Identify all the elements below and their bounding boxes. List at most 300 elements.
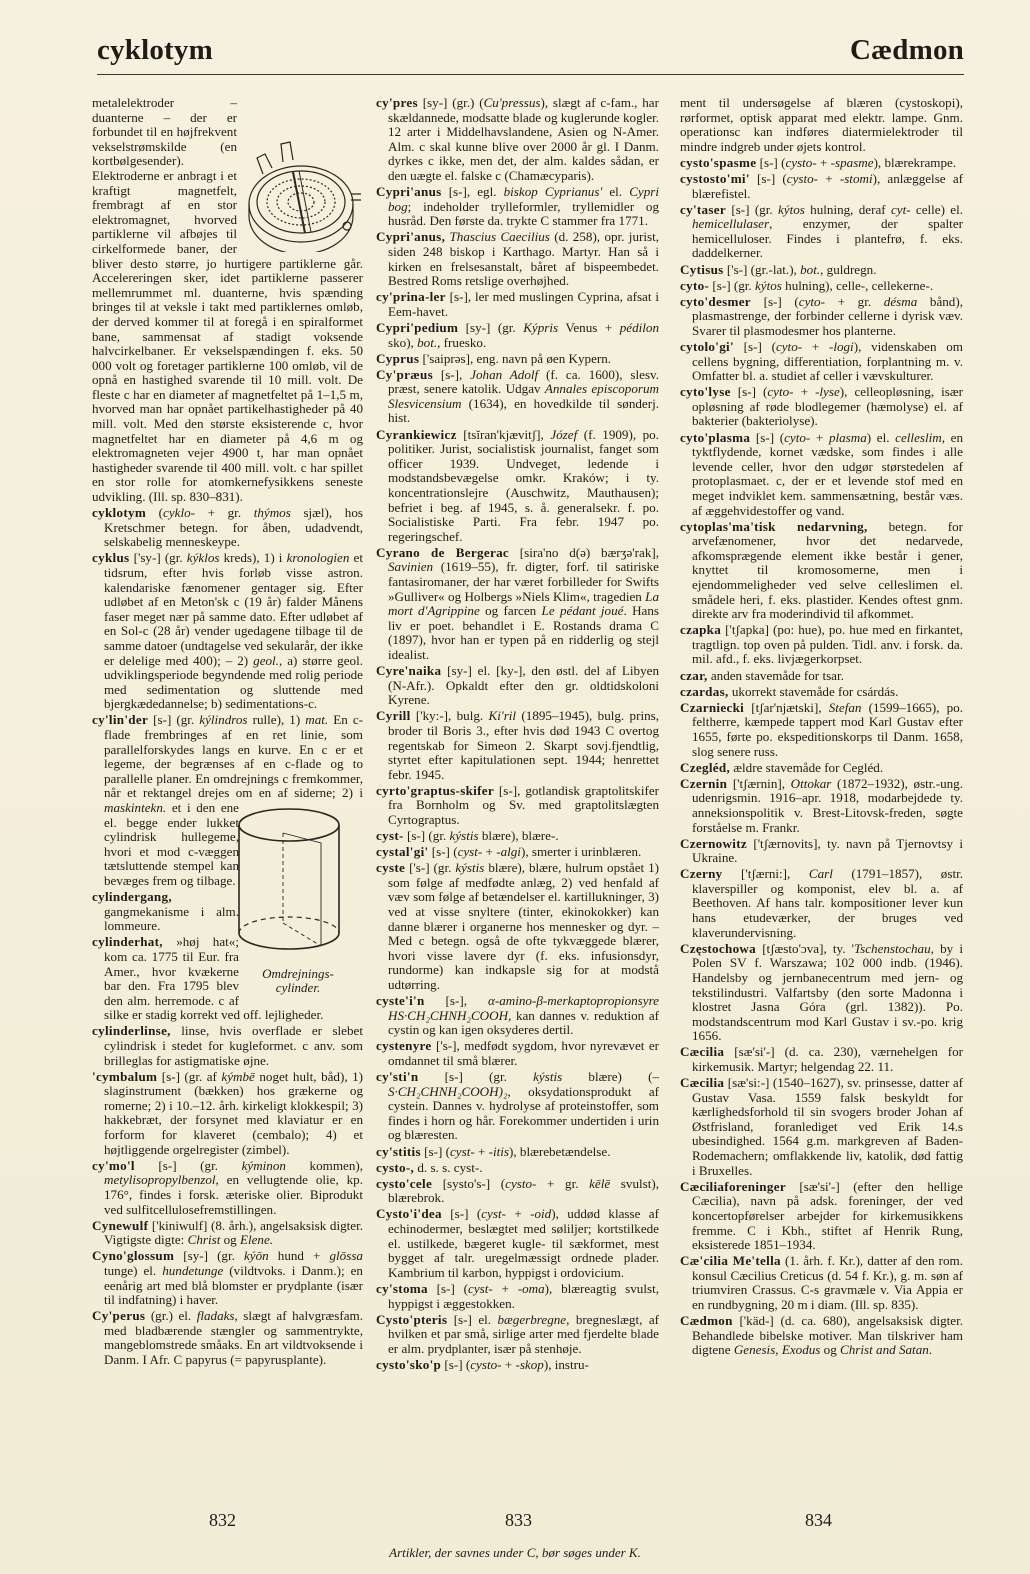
- headword: Cyre'naika: [376, 663, 442, 679]
- dictionary-entry: [680, 669, 963, 684]
- definition-text: +: [482, 844, 497, 860]
- definition-text: [s-], gotlandisk graptolitskifer fra Bornholm og Sv. med graptolitslægten Cyrtograptus.: [388, 782, 659, 827]
- definition-text: ['tʃapka] (po: hue), po. hue med en firkantet, tragtlign. top oven på pulden. Tidl. anv. i forsk. da. mil. afd., f. eks. livjægerkorpset.: [692, 622, 963, 667]
- definition-text: ), celleopløsning, især opløsning af røde blodlegemer (hæmolyse) el. af bakterier (bakteriolyse).: [692, 384, 963, 429]
- dictionary-entry: [376, 829, 659, 844]
- definition-text: ; indeholder trylleformler, tryllemidler og husråd. Den første da. trykte C stammer fra 1771.: [388, 198, 659, 229]
- dictionary-entry: [680, 685, 963, 700]
- dictionary-entry: [680, 837, 963, 866]
- italic-term: Christ: [187, 1232, 221, 1248]
- definition-text: , slægt af halvgræsfam. med bladbærende stængler og sammentrykte, mangeblomstrede småaks. En art vildtvoksende i Danm. I Afr. C papyrus (= papyrusplante).: [104, 1308, 363, 1367]
- italic-term: kýminon: [241, 1157, 286, 1173]
- definition-text: ['s-] (gr.-lat.),: [723, 261, 801, 277]
- dictionary-entry: [376, 784, 659, 828]
- definition-text: sko),: [388, 334, 418, 350]
- headword: cy'prina-ler: [376, 289, 446, 305]
- definition-text: kreds), 1) i: [219, 550, 287, 566]
- italic-term: Tschenstochau: [854, 940, 931, 956]
- definition-text: [s-] el.: [447, 1311, 498, 1327]
- definition-text: (1895–1945), bulg. prins, broder til Boris 3., efter hvis død 1943 C overtog regentskab for Simeon 2. Skarpt sovj.fjendtlig, styrtet efter kapitulationen sept. 1944; henrettet febr. 1945.: [388, 708, 659, 782]
- headword: cytolo'gi': [680, 339, 734, 354]
- cylinder-caption: Omdrejnings- cylinder.: [262, 965, 334, 995]
- definition-text: (1599–1665), po. feltherre, kæmpede tappert mod Karl Gustav efter 1655, førte po. ekspeditionskorps til Danm. 1658, slog senere russ.: [692, 699, 963, 759]
- definition-text: [sy-] el. [ky-], den østl. del af Libyen (N-Afr.). Opkaldt efter den gr. oldtidskoloni Kyrene.: [388, 663, 659, 708]
- dictionary-entry: [376, 352, 659, 367]
- definition-text: , guldregn.: [820, 261, 877, 277]
- definition-text: ), anlæggelse af blærefistel.: [692, 170, 963, 201]
- definition-text: [systo's-] (: [432, 1175, 506, 1191]
- headword: cy'pres: [376, 95, 418, 110]
- headword: Cæ'cilia Me'tella: [680, 1253, 781, 1269]
- italic-term: plasma: [828, 429, 867, 445]
- headword: cylindergang,: [92, 889, 172, 905]
- headword: Czernowitz: [680, 835, 747, 851]
- dictionary-entry: [680, 385, 963, 429]
- definition-text: et i den ene el. begge ender lukket cylindrisk hullegeme, hvori et mod c-væggen tætsluttende stempel kan bevæges frem og tilbage.: [104, 800, 239, 888]
- definition-text: ), blæreagtig svulst, hyppigst i æggestokken.: [388, 1280, 659, 1311]
- dictionary-entry: [680, 1254, 963, 1312]
- italic-term: Elene.: [239, 1232, 274, 1248]
- italic-term: -oma: [517, 1280, 545, 1296]
- definition-text: ['s-] (gr.: [405, 860, 456, 876]
- headword: cy'taser: [680, 201, 727, 217]
- definition-text: ['s-], medfødt sygdom, hvor nyrevævet er omdannet til små blærer.: [388, 1038, 659, 1068]
- definition-text: ) el.: [866, 429, 896, 445]
- definition-text: [s-] (: [750, 293, 799, 309]
- definition-text: hulning, deraf: [804, 201, 891, 217]
- cyclotron-drawing-icon: [243, 134, 363, 252]
- definition-text: [s-] (gr. af: [157, 1068, 222, 1084]
- page-number-1: 832: [209, 1510, 236, 1530]
- dictionary-entry: [680, 431, 963, 519]
- headword: Cædmon: [680, 1313, 733, 1329]
- definition-text: »høj hat«; kom ca. 1775 til Eur. fra Amer., hvor kvækerne bar den. Fra 1795 blev den alm. herremode. c af silke er stadig korrekt ved off. lejligheder.: [104, 934, 324, 1023]
- italic-term: Cypri bog: [388, 184, 660, 214]
- italic-term: thýmos: [253, 505, 291, 521]
- definition-text: + gr.: [195, 505, 254, 521]
- italic-term: celleslim: [895, 429, 942, 445]
- definition-text: [s-] (gr.: [709, 277, 755, 293]
- dictionary-entry: [680, 263, 963, 278]
- definition-text: blære), blære, hulrum opstået 1) som følge af medfødte anlæg, 2) ved henfald af væv som følge af betændelser el. kartillukninger, 3) ved at visse snyltere (tinter, ekinokokker) kan danne blærer i organerne hos mennesker og dyr. – Med c betegn. også de ofte tykvæggede blærer, hvori visse lavere dyr (f. eks. infusionsdyr, rundorme) kan indkapsle sig for at modstå udtørring.: [388, 860, 659, 993]
- definition-text: ukorrekt stavemåde for csárdás.: [728, 683, 899, 699]
- definition-text: ældre stavemåde for Cegléd.: [730, 759, 884, 775]
- italic-term: Johan Adolf: [470, 366, 539, 382]
- definition-text: ), blærekrampe.: [873, 154, 957, 170]
- definition-text: [s-] (: [441, 1356, 471, 1372]
- headword: cy'sti'n: [376, 1069, 419, 1085]
- italic-term: maskintekn.: [104, 800, 167, 815]
- headword: Cysto'pteris: [376, 1311, 448, 1327]
- definition-text: (1619–55), fr. digter, forf. til satiriske fantasiromaner, der har været forbilleder for Swifts »Gulliver« og Holbergs »Niels Klim«, tragedien: [388, 559, 659, 604]
- definition-text: , by i Polen SV f. Warszawa; 102 000 indb. (1946). Handelsby og jernbanecentrum med jern- og tekstilindustri. Valfartsby (den sorte Madonna i klostret Jasna Góra (grl. 1382)). Po. modstandscentrum mod Karl Gustav i sv.-po. krig 1656.: [692, 940, 963, 1044]
- definition-text: [sy-] (gr.: [458, 319, 524, 335]
- definition-text: ), smerter i urinblæren.: [520, 844, 642, 860]
- definition-text: [s-] (gr.: [148, 712, 200, 728]
- headword: Czerny: [680, 866, 723, 882]
- italic-term: hemicellulaser: [692, 216, 770, 232]
- headword: cy'stoma: [376, 1280, 428, 1296]
- definition-text: Venus +: [558, 319, 620, 335]
- definition-text: [s-] (: [730, 384, 768, 400]
- column-2: [376, 96, 659, 1374]
- headword: Czernin: [680, 775, 728, 791]
- dictionary-entry: [680, 942, 963, 1044]
- headword: Cypri'pedium: [376, 319, 459, 335]
- definition-text: kommen),: [285, 1157, 363, 1173]
- italic-term: Cu'pressus: [483, 95, 541, 110]
- definition-text: og: [220, 1232, 240, 1248]
- dictionary-entry: [680, 279, 963, 294]
- italic-term: -lyse: [815, 384, 840, 400]
- headword: 'cymbalum: [92, 1068, 158, 1084]
- definition-text: blære), blære-.: [478, 828, 559, 844]
- italic-term: Stefan: [828, 699, 862, 715]
- cylinder-illustration: [245, 803, 363, 995]
- headword: Cy'præus: [376, 366, 433, 382]
- definition-text: (1791–1857), østr. klaverspiller og komponist, elev bl. a. af Beethoven. Af hans talr. kompositioner lever kun hans etudeværker, der bruges ved klaverundervisning.: [692, 866, 963, 940]
- definition-text: , fruesko.: [437, 334, 487, 350]
- headword: cysto'spasme: [680, 154, 757, 170]
- headword: Cy'perus: [92, 1308, 146, 1324]
- definition-text: ['tʃærnovits], ty. navn på Tjernovtsy i Ukraine.: [692, 835, 963, 866]
- headword: Czarniecki: [680, 699, 745, 715]
- definition-text: celle) el.: [910, 201, 964, 217]
- italic-term: biskop Cyprianus': [503, 184, 603, 200]
- definition-text: bånd), plasmastrenge, der forbinder cellerne i dyrisk væv. Svarer til plasmodesmer hos planterne.: [692, 293, 963, 338]
- dictionary-entry: [376, 368, 659, 426]
- definition-text: blære) (: [562, 1069, 653, 1085]
- definition-text: , en vellugtende olie, kp. 176°, findes i forsk. æteriske olier. Biprodukt ved sulfitcellulosefremstillingen.: [104, 1172, 363, 1217]
- dictionary-entry: [680, 520, 963, 622]
- headword: Cyrankiewicz: [376, 426, 457, 442]
- definition-text: hund +: [268, 1248, 330, 1264]
- definition-text: [s-],: [432, 366, 471, 382]
- italic-term: cysto-: [786, 170, 819, 186]
- dictionary-entry: [680, 203, 963, 261]
- headword: Cytisus: [680, 261, 724, 277]
- definition-text: [tʃar'njætski],: [744, 699, 829, 715]
- page-number-3: 834: [805, 1510, 832, 1530]
- definition-text: betegn. for arvefænomener, hvor det nedarvede, afkomsprægende element ikke består i gener, knyttet til kromosomerne, men i ejendommeligheder ved selve celleslimen el. smådele heri, f. eks. plastider. Kendes oftest gnm. direkte arv fra moderindivid til afkommet.: [692, 518, 963, 622]
- definition-text: (: [146, 505, 164, 521]
- definition-text: (1. årh. f. Kr.), datter af den rom. konsul Cæcilius Creticus (d. 54 f. Kr.), g. m. søn af triumviren Crassus. C-s gravmæle v. Via Appia er en rundbygning, 20 m i diam. (Ill. sp. 835).: [692, 1253, 963, 1312]
- dictionary-entry: [680, 777, 963, 835]
- dictionary-entry: [376, 664, 659, 708]
- dictionary-entry: [680, 295, 963, 339]
- definition-text: [s-] (: [733, 339, 776, 354]
- definition-text: +: [501, 1356, 516, 1372]
- dictionary-entry: [680, 1314, 963, 1358]
- headword: cystenyre: [376, 1038, 432, 1054]
- dictionary-entry: [376, 1282, 659, 1311]
- italic-term: bot.: [417, 334, 438, 350]
- italic-term: -logi: [828, 339, 854, 354]
- italic-term: Ki'ril: [488, 708, 517, 724]
- definition-text: [s-] (: [428, 844, 458, 860]
- headword: cytoplas'ma'tisk nedarvning,: [680, 518, 868, 534]
- italic-term: kýtos: [754, 277, 782, 293]
- definition-text: [s-] (: [756, 154, 786, 170]
- dictionary-entry: [92, 551, 363, 712]
- definition-text: [sæ'si'-] (efter den hellige Cæcilia), navn på adsk. foreninger, der ved koncertopførelser arbejder for kirkemusikkens fremme. C i Kbh., stiftet af Henrik Rung, eksisterede 1851–1934.: [692, 1178, 963, 1253]
- headword: czapka: [680, 622, 722, 638]
- definition-text: ['saiprəs], eng. navn på øen Kypern.: [419, 350, 612, 366]
- headword: czar,: [680, 667, 708, 683]
- italic-term: kēlē: [589, 1175, 611, 1191]
- definition-text: + gr.: [536, 1175, 590, 1191]
- headword: Cyno'glossum: [92, 1248, 175, 1264]
- definition-text: og: [820, 1342, 841, 1358]
- column-3: [680, 96, 963, 1359]
- definition-text: , oksydationsprodukt af cystein. Dannes v. hydrolyse af proteinstoffer, som findes i horn og hår. Forekommer undertiden i urin og blæresten.: [388, 1083, 659, 1143]
- dictionary-entry: [680, 340, 963, 384]
- italic-term: Ottokar: [790, 775, 832, 791]
- definition-text: ['tʃærnin],: [727, 775, 791, 791]
- dictionary-entry: [376, 230, 659, 288]
- italic-term: mat.: [305, 712, 329, 728]
- definition-text: (d. 258), opr. jurist, siden 248 biskop i Karthago. Martyr. Han så i kirken en frelsesanstalt, båret af bispeembedet. Bestred Roms retslige overhøjhed.: [388, 229, 659, 289]
- italic-term: cysto-: [505, 1175, 537, 1191]
- definition-text: linse, hvis overflade er slebet cylindrisk i stedet for kugleformet. c anv. som brilleglas for astigmatiske øjne.: [104, 1023, 363, 1068]
- definition-text: ), videnskaben om cellens bygning, differentiation, forplantning m. v. Omfatter bl. a. studiet af celler i vævskulturer.: [692, 339, 963, 384]
- dictionary-entry: [376, 861, 659, 992]
- definition-text: [s-] (: [749, 170, 787, 186]
- italic-term: -algi: [496, 844, 521, 860]
- definition-text: el.: [602, 184, 630, 200]
- italic-term: bægerbregne: [497, 1311, 567, 1327]
- definition-text: sjæl), hos Kretschmer betegn. for åben, udadvendt, selskabelig menneskeype.: [104, 505, 363, 550]
- italic-term: Kýpris: [523, 319, 559, 335]
- headword: cyste: [376, 860, 406, 876]
- italic-term: kýtos: [777, 201, 805, 217]
- definition-text: [sæ'si:-] (1540–1627), sv. prinsesse, datter af Gustav Vasa. 1559 falsk beskyldt for kærlighedsforhold til sin svogers broder Johan af Østfrisland, foranlediget ved Erik 14.s ubesindighed. 1564 g.m. markgreven af Baden-Rodemachern; omflakkende liv, katolik, død fattig i Bruxelles.: [692, 1075, 963, 1178]
- definition-text: ), slægt af c-fam., har skældannede, modsatte blade og kuglerunde kogler. 12 arter i Middelhavslandene, Asien og N-Amer. Alm. c skal kunne blive over 2000 år gl. I Danm. dyrkes c ikke, men det, der alm. kaldes sådan, er den uægte el. falske c (Chamæcyparis).: [388, 95, 659, 183]
- definition-text: .: [928, 1342, 933, 1358]
- italic-term: cysto-: [470, 1356, 502, 1372]
- definition-text: tunge) el.: [104, 1262, 163, 1278]
- dictionary-entry: [680, 1180, 963, 1253]
- definition-text: [s-] (: [750, 429, 785, 445]
- italic-term: kýōn: [243, 1248, 269, 1264]
- definition-text: (vildtvoks. i Danm.); en eenårig art med blå blomster er prydplante (især til indfatning) i haver.: [104, 1262, 363, 1308]
- definition-text: et tidsrum, efter hvis forløb visse astron. kalendariske fænomener gentager sig. Efter udløbet af en Meton'sk c (19 år) falder Månens faser meget nær på samme dato. Efter udløbet af en Sol-c (28 år) vender ugedagene tilbage til de samme datoer (undtagelse ved sekularår, der ikke er delelige med 400); – 2): [104, 550, 363, 668]
- italic-term: -spasme: [830, 154, 874, 170]
- definition-text: [s-] (gr.: [134, 1157, 242, 1173]
- headword: cyto'desmer: [680, 293, 751, 309]
- headword: Cysto'i'dea: [376, 1206, 442, 1222]
- definition-text: [s-] (: [441, 1206, 482, 1222]
- dictionary-entry: [376, 96, 659, 184]
- dictionary-entry: [680, 1045, 963, 1074]
- definition-text: [s-] (gr.: [403, 828, 450, 844]
- dictionary-entry: [92, 1159, 363, 1217]
- italic-term: metylisopropylbenzol: [104, 1172, 216, 1188]
- italic-term: Christ and Satan: [840, 1342, 929, 1358]
- definition-text: ['tʃærni:],: [722, 866, 809, 882]
- headword: cystal'gi': [376, 844, 429, 860]
- headword: cyklus: [92, 550, 130, 566]
- headword: Cyprus: [376, 350, 420, 366]
- definition-text: [s-] (gr.: [418, 1069, 534, 1085]
- entry-continuation: [680, 96, 963, 154]
- italic-term: –S·CH₂CHNH₂COOH)₂: [388, 1069, 659, 1099]
- definition-text: metalelektroder – duanterne – der er forbundet til en højfrekvent vekselstrømskilde (en kortbølgesender). Elektroderne er anbragt i et kraftigt magnetfelt, frembragt af en stor elektromagnet, hvorved partiklerne vil afbøjes til cirkelformede baner, der bliver desto større, jo hurtigere partiklerne går. Accelereringen sker, idet partiklerne passerer mellemrummet ml. duanterne, hvis spænding bringes til at veksle i takt med partiklernes omløb, der derved kommer til at foregå i en spiralformet bane, sammensat af stadigt voksende halvcirkelbaner. Er vekselspændingen f. eks. 50 000 volt og foretager partiklerne 100 omløb, vil de opnå en hastighed svarende til 10 mill. volt. De fleste c har en diameter af magnetfeltet på 1–1,5 m, hvorved man har opnået partikelhastigheder på 40 mill. volt. Med den største eksisterende c, hvor magnetfeltet har en diameter på 4,6 m og elektromagneten vejer 4900 t, har man opnået hastigheder svarende til 400 mill. volt. c har spillet en stor rolle for atomkernefysikkens seneste udvikling. (Ill. sp. 830–831).: [92, 95, 363, 505]
- italic-term: cyklo-: [163, 505, 196, 521]
- italic-term: -skop: [515, 1356, 544, 1372]
- definition-text: , enzymer, der spalter hemicelluloser. Findes i plantefrø, f. eks. daddelkerner.: [692, 216, 963, 261]
- headword: Cyrano de Bergerac: [376, 544, 510, 560]
- italic-term: -stomi: [839, 170, 873, 186]
- dictionary-entry: [376, 428, 659, 545]
- running-head-first-word: cyklotym: [97, 34, 213, 66]
- italic-term: cyst-: [468, 1280, 493, 1296]
- italic-term: hundetunge: [162, 1262, 224, 1278]
- italic-term: La mort d'Agrippine: [388, 588, 659, 619]
- italic-term: cyt-: [890, 201, 911, 217]
- italic-term: Exodus: [781, 1342, 821, 1358]
- dictionary-entry: [376, 321, 659, 350]
- definition-text: (f. 1909), po. politiker. Jurist, socialistisk journalist, fanget som officer 1939. Undveget, ledende i modstandsbevægelse omkr. Kraków; i ty. koncentrationslejre (Auschwitz, Mauthausen); befriet i beg. af 1945, s. å. generalsekr. f. po. Socialistiske Parti. Fra febr. 1947 po. regeringschef.: [388, 426, 659, 544]
- italic-term: cyto-: [775, 339, 803, 354]
- definition-text: (gr.) el.: [145, 1308, 197, 1324]
- definition-text: (1634), en hovedkilde til sønderj. hist.: [388, 395, 659, 426]
- definition-text: [s-] (: [420, 1143, 450, 1159]
- italic-term: kýstis: [533, 1069, 563, 1085]
- italic-term: bot.: [800, 261, 821, 277]
- definition-text: rulle), 1): [247, 712, 306, 728]
- definition-text: , en tyktflydende, kornet vædske, som findes i alle levende celler, hvor den udgør størstedelen af protoplasmaet. c, der er et levende stof med en meget indviklet kem. sammensætning, består væs. af æggehvidestoffer og vand.: [692, 429, 963, 518]
- italic-term: -itis: [488, 1143, 510, 1159]
- cylinder-drawing-icon: [233, 803, 345, 963]
- definition-text: ['käd-] (d. ca. 680), angelsaksisk digter. Behandlede bibelske motiver. Man tilskriver ham digtene: [692, 1313, 963, 1358]
- headword: Cypri'anus,: [376, 229, 446, 245]
- italic-term: kýstis: [455, 860, 485, 876]
- italic-term: cysto-: [785, 154, 817, 170]
- headword: cysto'sko'p: [376, 1356, 442, 1372]
- italic-term: Józef: [550, 426, 578, 442]
- headword: cy'lin'der: [92, 712, 149, 728]
- dictionary-entry: [376, 1207, 659, 1280]
- headword: Czegléd,: [680, 759, 731, 775]
- definition-text: ['ky:-], bulg.: [410, 708, 489, 724]
- definition-text: , kan dannes v. reduktion af cystin og kan igen oksyderes dertil.: [388, 1007, 659, 1038]
- headword: cyste'i'n: [376, 993, 425, 1009]
- headword: cylinderhat,: [92, 934, 163, 950]
- definition-text: [s-] (gr.: [726, 201, 778, 217]
- definition-text: ), instru-: [543, 1356, 589, 1372]
- italic-term: désma: [883, 293, 918, 309]
- definition-text: +: [818, 170, 840, 186]
- page-number-2: 833: [505, 1510, 532, 1530]
- dictionary-entry: [92, 1070, 363, 1158]
- dictionary-entry: [680, 867, 963, 940]
- definition-text: +: [474, 1143, 489, 1159]
- dictionary-entry: [376, 1070, 659, 1143]
- definition-text: [sæ'si'-] (d. ca. 230), værnehelgen for kirkemusik. Martyr; helgendag 22. 11.: [692, 1044, 963, 1074]
- definition-text: . Hans liv er poet. behandlet i E. Rostands drama C (1897), hvor han er typen på en ridderlig og stejl idealist.: [388, 603, 659, 662]
- definition-text: ment til undersøgelse af blæren (cystoskopi), rørformet, optisk apparat med elektr. lampe. Gnm. operationsc kan indføres diatermielektroder til mindre indgreb under øjets kontrol.: [680, 95, 963, 154]
- definition-text: [sira'no d(ə) bærʒə'rak],: [509, 544, 659, 560]
- definition-text: og farcen: [479, 603, 542, 619]
- headword: cyto'plasma: [680, 429, 751, 445]
- definition-text: +: [505, 1206, 531, 1222]
- dictionary-entry: [680, 172, 963, 201]
- headword: Cynewulf: [92, 1217, 149, 1233]
- dictionary-entry: [376, 290, 659, 319]
- dictionary-entry: [680, 701, 963, 759]
- headword: Cypri'anus: [376, 184, 442, 200]
- definition-text: ), uddød klasse af echinodermer, beslægtet med søliljer; kortstilkede el. ustilkede, bægeret kugle- til sækformet, mest bygget af talr. uregelmæssigt ordnede plader. Kambrium til karbon, hyppigst i ordovicium.: [388, 1206, 659, 1280]
- italic-term: Savinien: [388, 559, 434, 575]
- italic-term: cyst-: [481, 1206, 506, 1222]
- italic-term: cyst-: [449, 1143, 475, 1159]
- italic-term: pédilon: [619, 319, 659, 335]
- italic-term: fladaks: [196, 1308, 235, 1324]
- definition-text: , bregneslægt, af hvilken et par små, sirlige arter med fjerdelte blade er alm. prydplanter, især på stenhøje.: [388, 1311, 659, 1356]
- footnote: Artikler, der savnes under C, bør søges under K.: [389, 1545, 641, 1560]
- definition-text: [s-] (: [427, 1280, 469, 1296]
- dictionary-entry: [92, 1024, 363, 1068]
- dictionary-entry: [680, 1076, 963, 1178]
- dictionary-entry: [376, 546, 659, 663]
- italic-term: Annales episcoporum Slesvicensium: [388, 381, 659, 411]
- dictionary-entry: [376, 709, 659, 782]
- running-head-last-word: Cædmon: [850, 34, 964, 66]
- definition-text: ['sy-] (gr.: [129, 550, 187, 566]
- dictionary-entry: [376, 994, 659, 1038]
- italic-term: Genesis: [733, 1342, 776, 1358]
- definition-text: En c-flade frembringes af en ret linie, som parallelforskydes langs en kurve. En c er et legeme, der begrænses af en c-flade og to parallelle planer. En omdrejnings c fremkommer, når et rektangel drejes om en af siderne; 2) i: [104, 712, 364, 801]
- italic-term: Le pédant joué: [541, 603, 624, 619]
- dictionary-entry: [376, 845, 659, 860]
- definition-text: +: [810, 429, 829, 445]
- italic-term: glōssa: [329, 1248, 363, 1264]
- headword: czardas,: [680, 683, 729, 699]
- column-1: [92, 96, 363, 1369]
- headword: cyrto'graptus-skifer: [376, 782, 494, 798]
- definition-text: +: [802, 339, 829, 354]
- dictionary-entry: [680, 761, 963, 776]
- italic-term: cyto-: [784, 429, 811, 445]
- headword: Częstochowa: [680, 940, 757, 956]
- italic-term: Carl: [808, 866, 833, 882]
- definition-text: d. s. s. cyst-.: [414, 1159, 483, 1175]
- italic-term: geol.: [253, 652, 279, 668]
- definition-text: (f. ca. 1600), slesv. præst, senere katolik. Udgav: [388, 366, 660, 397]
- headword: cy'mo'l: [92, 1157, 135, 1173]
- dictionary-entry: [376, 1177, 659, 1206]
- dictionary-entry: [92, 1219, 363, 1248]
- dictionary-entry: [92, 506, 363, 550]
- dictionary-entry: [92, 1249, 363, 1307]
- definition-text: [s-], egl.: [441, 184, 504, 200]
- italic-term: cyst-: [457, 844, 483, 860]
- definition-text: [tsĭran'kjævitʃ],: [456, 426, 551, 442]
- italic-term: Thascius Caecilius: [449, 229, 550, 245]
- definition-text: , a) større geol. udviklingsperiode begyndende med rolig periode med sedimentation og sluttende med bjergkædedannelse; b) sedimentations-c.: [104, 652, 363, 712]
- italic-term: kýstis: [449, 828, 479, 844]
- italic-term: kronologien: [286, 550, 350, 566]
- definition-text: +: [816, 154, 831, 170]
- definition-text: +: [492, 1280, 518, 1296]
- italic-term: α-amino-β-merkaptopropionsyre HS·CH₂CHNH₂COOH: [388, 993, 659, 1023]
- headword: Cæciliaforeninger: [680, 1178, 786, 1194]
- definition-text: [sy-] (gr.) (: [417, 95, 484, 110]
- dictionary-entry: [376, 1145, 659, 1160]
- dictionary-entry: [92, 1309, 363, 1367]
- italic-term: kýklos: [186, 550, 220, 566]
